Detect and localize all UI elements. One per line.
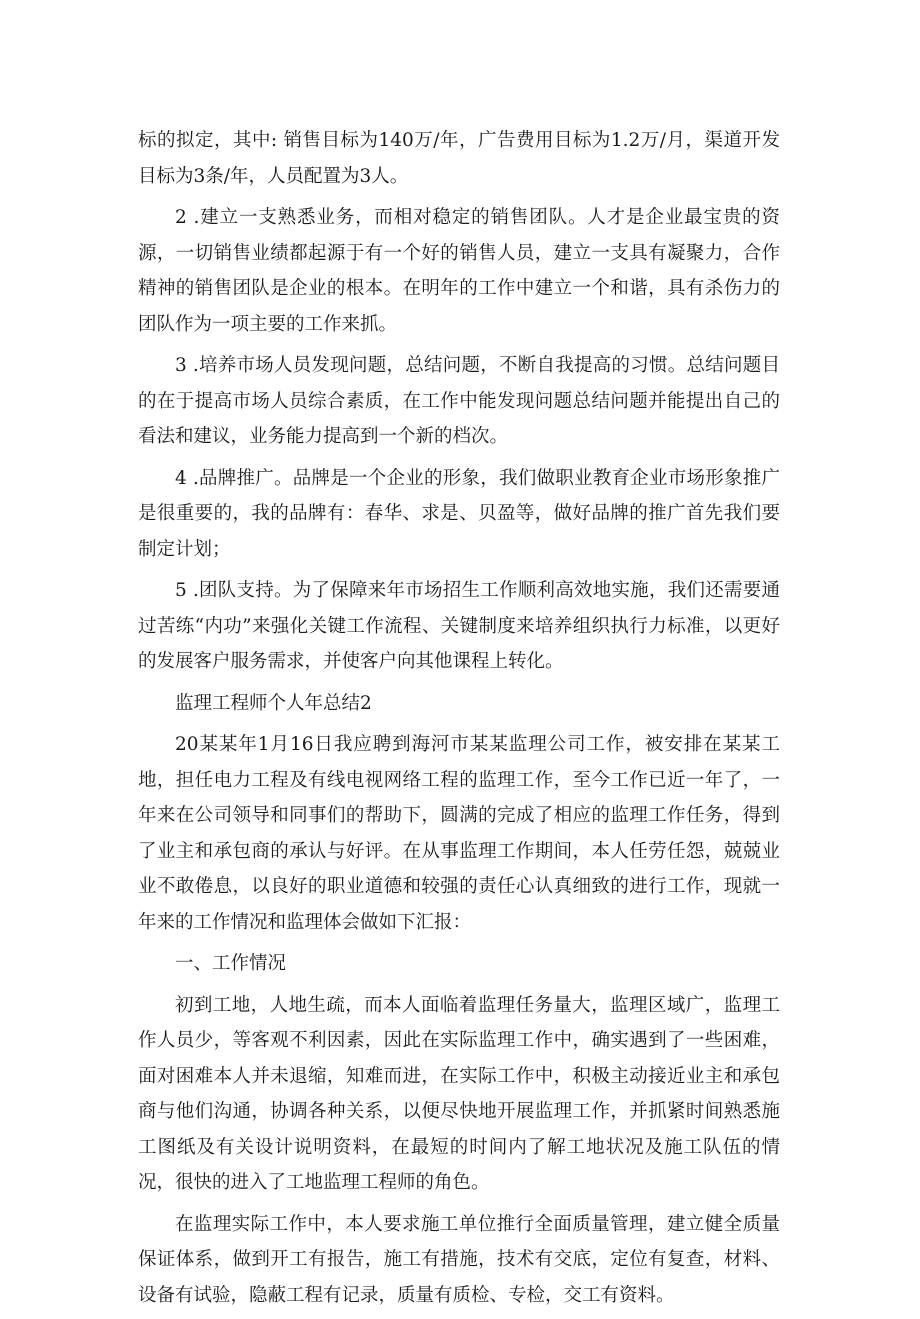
section-title-summary-2: 监理工程师个人年总结2: [175, 692, 372, 714]
section-heading-work-situation: 一、工作情况: [175, 953, 287, 974]
paragraph-item-2-sales-team: 2 .建立一支熟悉业务，而相对稳定的销售团队。人才是企业最宝贵的资源，一切销售业绩都起源于有一个好的销售人员，建立一支具有凝聚力，合作精神的销售团队是企业的根本。在明年的工作中建立一个和谐，具有杀伤力的团队作为一项主要的工作来抓。: [138, 207, 780, 335]
paragraph-item-4-brand: 4 .品牌推广。品牌是一个企业的形象，我们做职业教育企业市场形象推广是很重要的，我的品牌有：春华、求是、贝盈等，做好品牌的推广首先我们要制定计划；: [138, 467, 780, 560]
paragraph-initial-work: 初到工地，人地生疏，而本人面临着监理任务量大，监理区域广，监理工作人员少，等客观不利因素，因此在实际监理工作中，确实遇到了一些困难，面对困难本人并未退缩，知难而进，在实际工作中，积极主动接近业主和承包商与他们沟通，协调各种关系，以便尽快地开展监理工作，并抓紧时间熟悉施工图纸及有关设计说明资料，在最短的时间内了解工地状况及施工队伍的情况，很快的进入了工地监理工程师的角色。: [138, 994, 780, 1193]
document-body: [138, 123, 780, 1319]
paragraph-item-3-training: 3 .培养市场人员发现问题，总结问题，不断自我提高的习惯。总结问题目的在于提高市场人员综合素质，在工作中能发现问题总结问题并能提出自己的看法和建议，业务能力提高到一个新的档次。: [138, 355, 780, 447]
paragraph-intro: 20某某年1月16日我应聘到海河市某某监理公司工作，被安排在某某工地，担任电力工程及有线电视网络工程的监理工作，至今工作已近一年了，一年来在公司领导和同事们的帮助下，圆满的完成了相应的监理工作任务，得到了业主和承包商的承认与好评。在从事监理工作期间，本人任劳任怨，兢兢业业不敢倦息，以良好的职业道德和较强的责任心认真细致的进行工作，现就一年来的工作情况和监理体会做如下汇报：: [138, 734, 780, 933]
paragraph-item-5-team-support: 5 .团队支持。为了保障来年市场招生工作顺利高效地实施，我们还需要通过苦练“内功”来强化关键工作流程、关键制度来培养组织执行力标准，以更好的发展客户服务需求，并使客户向其他课程上转化。: [138, 580, 780, 672]
paragraph-targets-continuation: 标的拟定，其中: 销售目标为140万/年，广告费用目标为1.2万/月，渠道开发目标为3条/年，人员配置为3人。: [138, 130, 780, 187]
paragraph-quality-management: 在监理实际工作中，本人要求施工单位推行全面质量管理，建立健全质量保证体系，做到开工有报告，施工有措施，技术有交底，定位有复查，材料、设备有试验，隐蔽工程有记录，质量有质检、专检，交工有资料。: [138, 1213, 780, 1306]
